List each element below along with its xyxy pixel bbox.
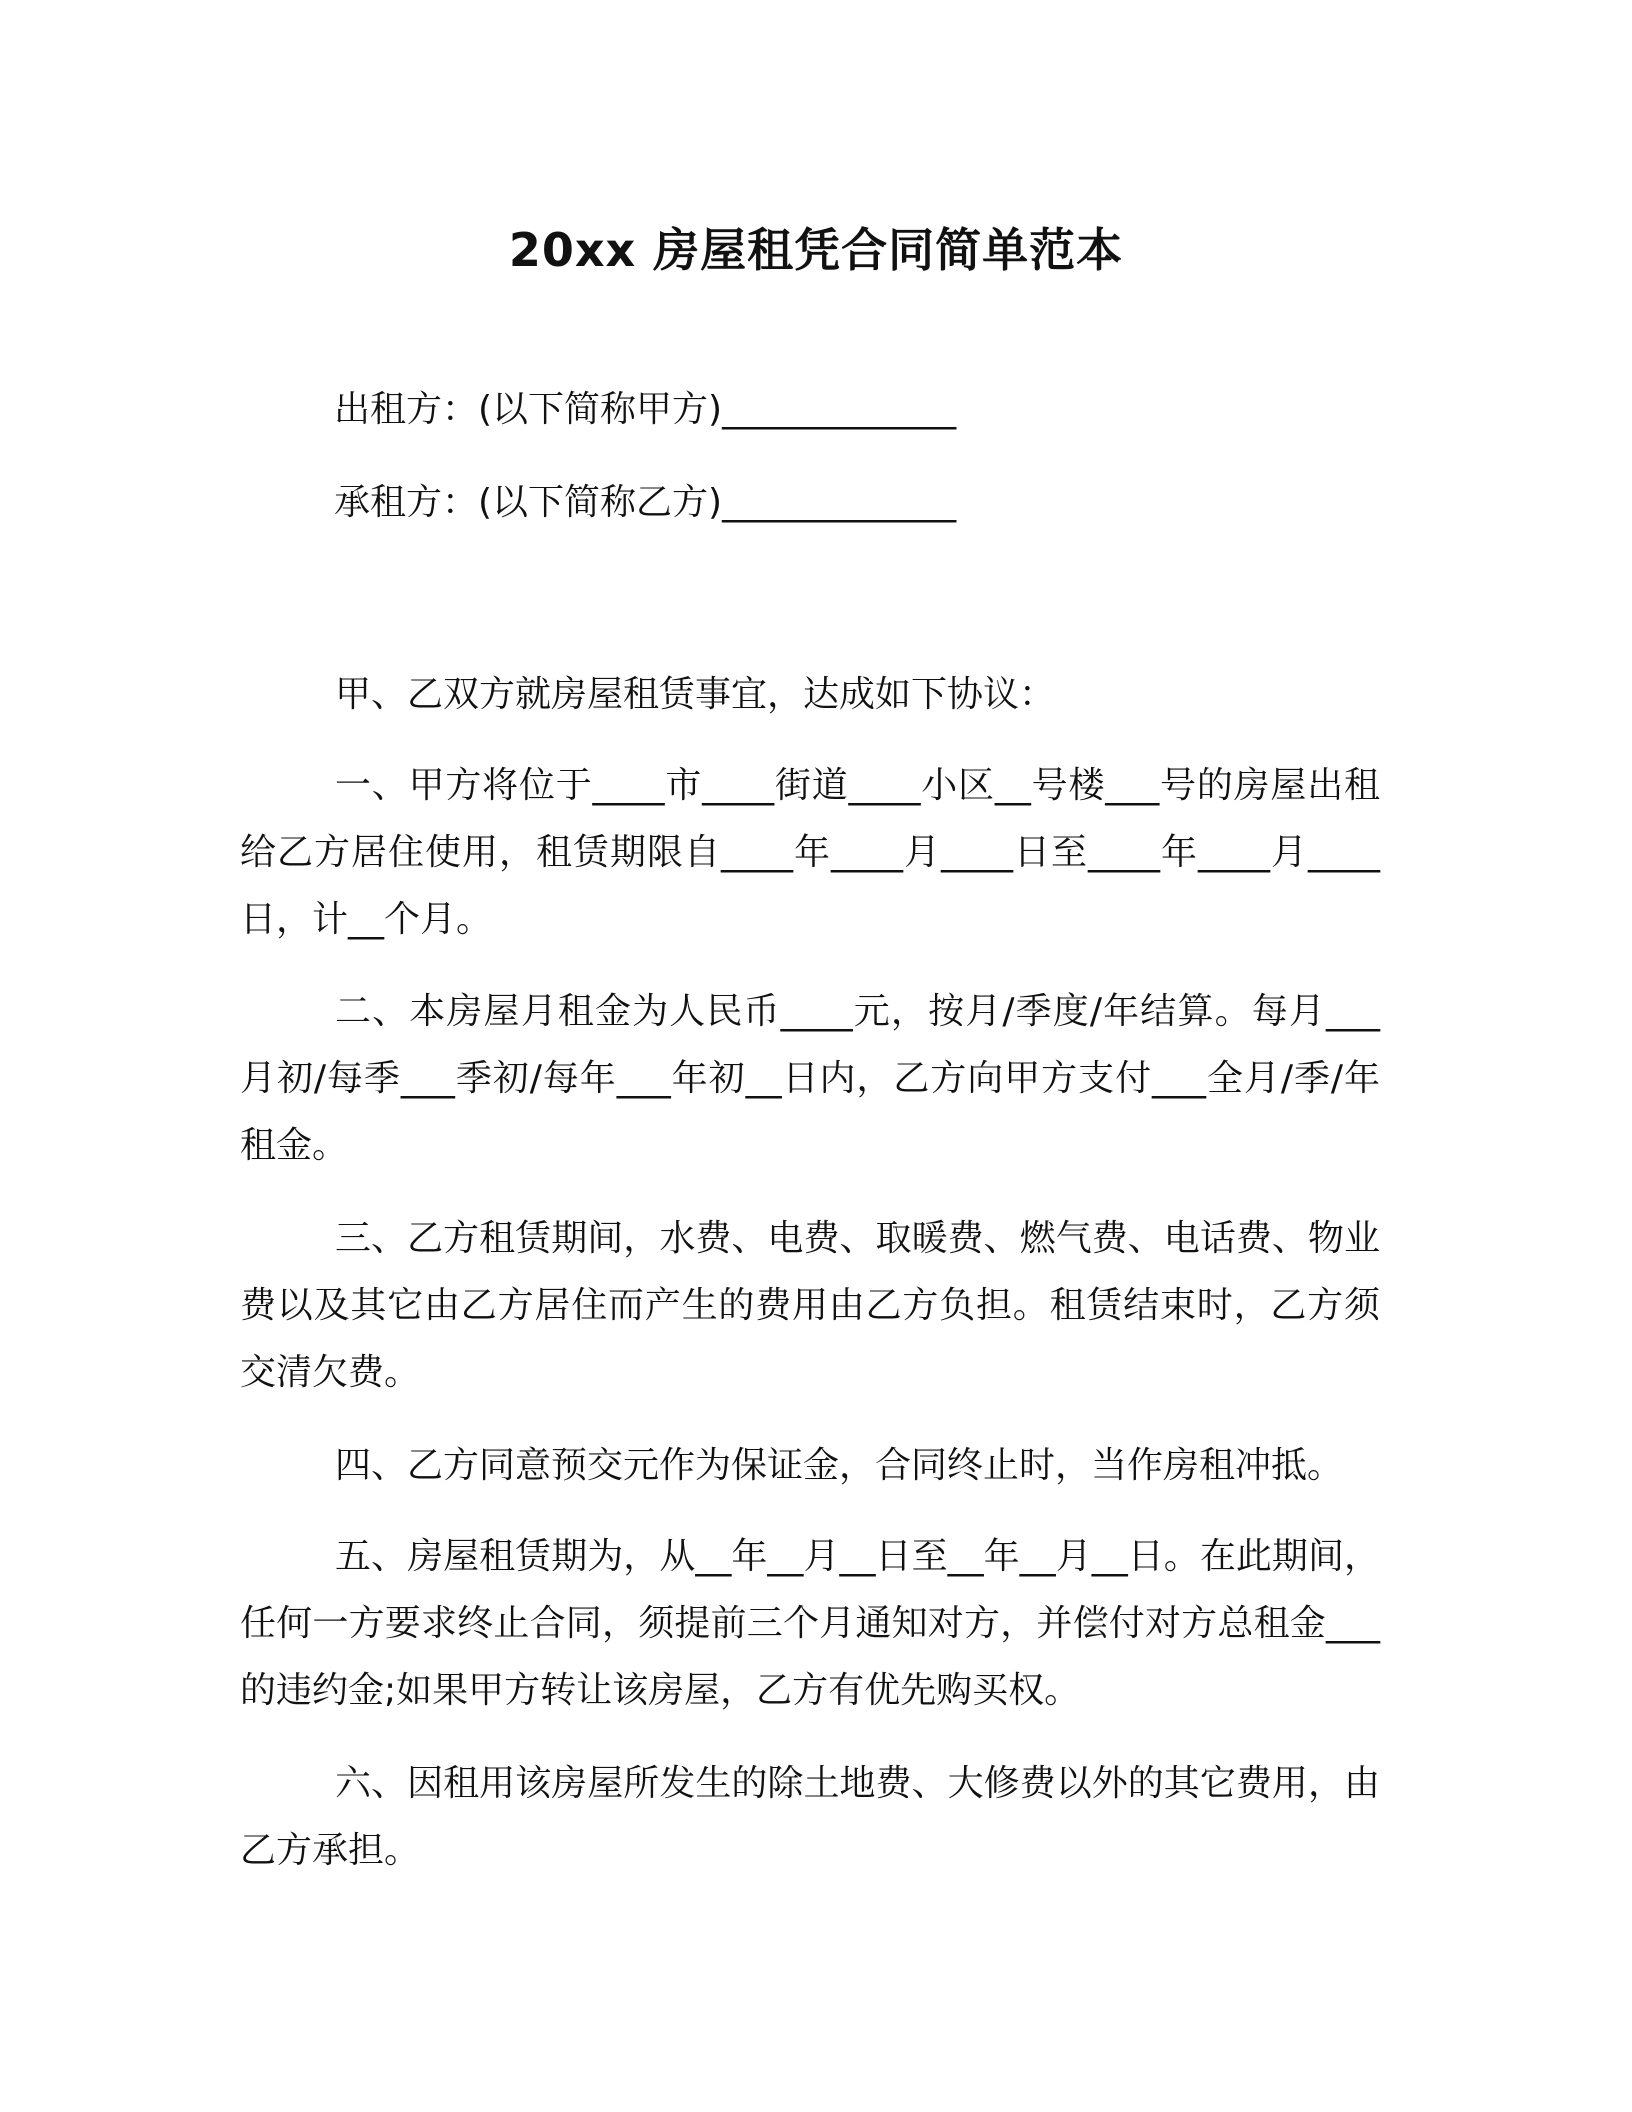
clause-5: 五、房屋租赁期为，从__年__月__日至__年__月__日。在此期间，任何一方要求终止合同，须提前三个月通知对方，并偿付对方总租金___的违约金;如果甲方转让该房屋，乙方有优先购买权。 (240, 1536, 1380, 1711)
document-title: 20xx 房屋租凭合同简单范本 (508, 223, 1124, 277)
clause-4: 四、乙方同意预交元作为保证金，合同终止时，当作房租冲抵。 (335, 1445, 1344, 1486)
agreement-intro: 甲、乙双方就房屋租赁事宜，达成如下协议： (335, 674, 1056, 715)
clause-6: 六、因租用该房屋所发生的除土地费、大修费以外的其它费用，由乙方承担。 (240, 1763, 1380, 1871)
clause-3: 三、乙方租赁期间，水费、电费、取暖费、燃气费、电话费、物业费以及其它由乙方居住而产生的费用由乙方负担。租赁结束时，乙方须交清欠费。 (240, 1218, 1380, 1393)
lessor-line: 出租方：(以下简称甲方)_____________ (334, 389, 957, 430)
lessee-line: 承租方：(以下简称乙方)_____________ (334, 482, 957, 523)
clause-2: 二、本房屋月租金为人民币____元，按月/季度/年结算。每月___月初/每季___季初/每年___年初__日内，乙方向甲方支付___全月/季/年租金。 (240, 991, 1380, 1166)
clause-1: 一、甲方将位于____市____街道____小区__号楼___号的房屋出租给乙方居住使用，租赁期限自____年____月____日至____年____月____日，计__个月。 (240, 765, 1380, 940)
